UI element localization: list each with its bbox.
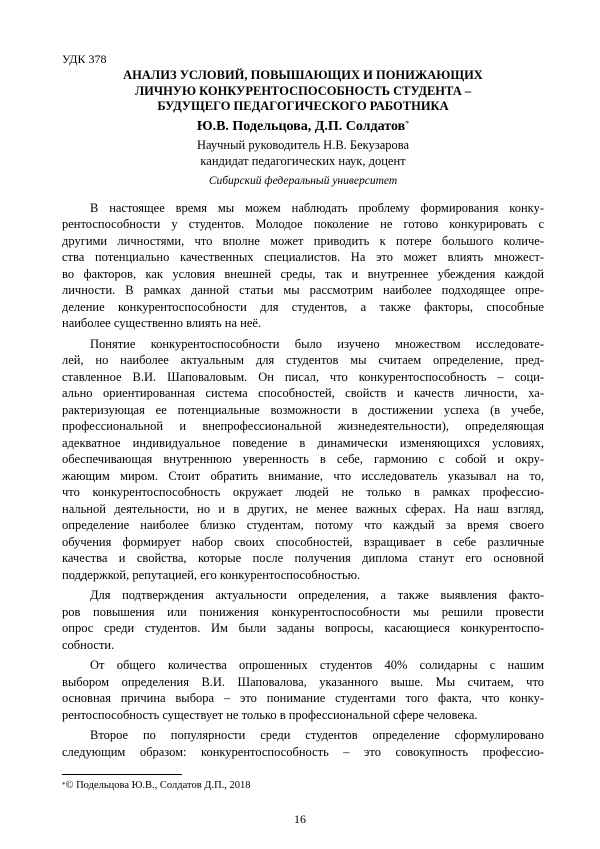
text-line: В настоящее время мы можем наблюдать проблему формирования конку- [90,200,544,215]
paragraph [62,200,544,332]
text-line: обучения формирует набор своих способностей, взращивает в себе различные [62,534,544,549]
text-line: определение наиболее близко студентам, потому что каждый за время своего [62,518,544,532]
paragraph [62,657,544,723]
text-line: адекватное индивидуальное поведение в динамически изменяющихся условиях, [62,435,544,450]
title-line: БУДУЩЕГО ПЕДАГОГИЧЕСКОГО РАБОТНИКА [157,99,449,113]
text-line: что конкурентоспособность окружает людей не только в рамках профессио- [62,485,544,499]
title-line: ЛИЧНУЮ КОНКУРЕНТОСПОСОБНОСТЬ СТУДЕНТА – [134,83,472,98]
text-line: ально ориентированная система способностей, свойств и качеств личности, ха- [62,386,544,400]
paragraph [62,336,544,584]
text-line: ров повышения или понижения конкурентоспособности мы решили провести [62,604,544,619]
text-line: опрос среди студентов. Им были заданы вопросы, касающиеся конкурентоспо- [62,621,544,635]
footnote-text: © Подельцова Ю.В., Солдатов Д.П., 2018 [65,780,251,791]
authors-names: Ю.В. Подельцова, Д.П. Солдатов [196,118,406,134]
scientific-supervisor: Научный руководитель Н.В. Бекузарова [196,137,410,152]
page-number: 16 [294,812,306,826]
text-line: основная причина выбора – это понимание студентами того факта, что конку- [62,691,544,705]
footnote-marker: * [405,118,410,128]
article-page [62,52,544,764]
text-line: во факторов, как условия внешней среды, так и внутреннее убеждения каждой [62,266,544,281]
text-line: рентоспособность существует не только в профессиональной сфере человека. [62,707,478,722]
text-line: рактеризующая ее потенциальные возможности в достижении успеха (в учебе, [62,402,544,417]
text-line: жающим миром. Стоит обратить внимание, что исследователь указывал на то, [62,468,544,483]
text-line: следующим образом: конкурентоспособность – это совокупность профессио- [62,744,544,759]
text-line: Для подтверждения актуальности определения, а также выявления факто- [90,588,544,602]
text-line: От общего количества опрошенных студентов 40% солидарны с нашим [90,658,544,672]
text-line: наиболее существенно влиять на неё. [62,316,262,330]
authors [62,118,544,136]
text-line: выбором определения В.И. Шаповалова, указанного выше. Мы считаем, что [62,674,544,689]
paragraph [62,727,544,760]
text-line: собности. [62,637,115,652]
footnote-divider [62,774,182,775]
text-line: личности. В рамках данной статьи мы рассмотрим наиболее подходящее опре- [62,283,544,297]
text-line: другими личностями, что вполне может приводить к потере большого количе- [62,233,544,248]
paragraph [62,587,544,653]
footnote-mark: * [62,781,66,789]
footnote [62,779,251,792]
text-line: обеспечивающая внутреннюю уверенность в себе, гармонию с собой и окру- [62,452,544,466]
affiliation: Сибирский федеральный университет [208,174,398,187]
title-line: АНАЛИЗ УСЛОВИЙ, ПОВЫШАЮЩИХ И ПОНИЖАЮЩИХ [123,68,483,82]
article-body [62,200,544,761]
text-line: поддержкой, репутацией, его конкурентоспособностью. [62,567,361,582]
text-line: ства потенциально качественных специалистов. На это может влиять множест- [62,250,544,264]
text-line: лей, но наиболее актуальным для студентов мы считаем определение, пред- [62,353,544,367]
text-line: качества и свойства, которые после получения диплома станут его основной [62,551,544,565]
text-line: Второе по популярности среди студентов определение сформулировано [90,728,544,742]
article-title [62,68,544,115]
text-line: Понятие конкурентоспособности было изучено множеством исследовате- [90,336,544,351]
supervisor-degree: кандидат педагогических наук, доцент [200,153,406,168]
text-line: ставленное В.И. Шаповаловым. Он писал, что конкурентоспособность – соци- [62,369,544,384]
text-line: профессиональной и внепрофессиональной жизнедеятельности), определяющая [62,419,544,433]
text-line: деление конкурентоспособности для студентов, а также факторы, способные [62,299,544,314]
udc-code: УДК 378 [62,52,107,66]
text-line: нальной деятельности, но и в других, не менее важных сферах. На наш взгляд, [62,501,544,516]
text-line: рентоспособности у студентов. Молодое поколение не готово конкурировать с [62,217,544,231]
